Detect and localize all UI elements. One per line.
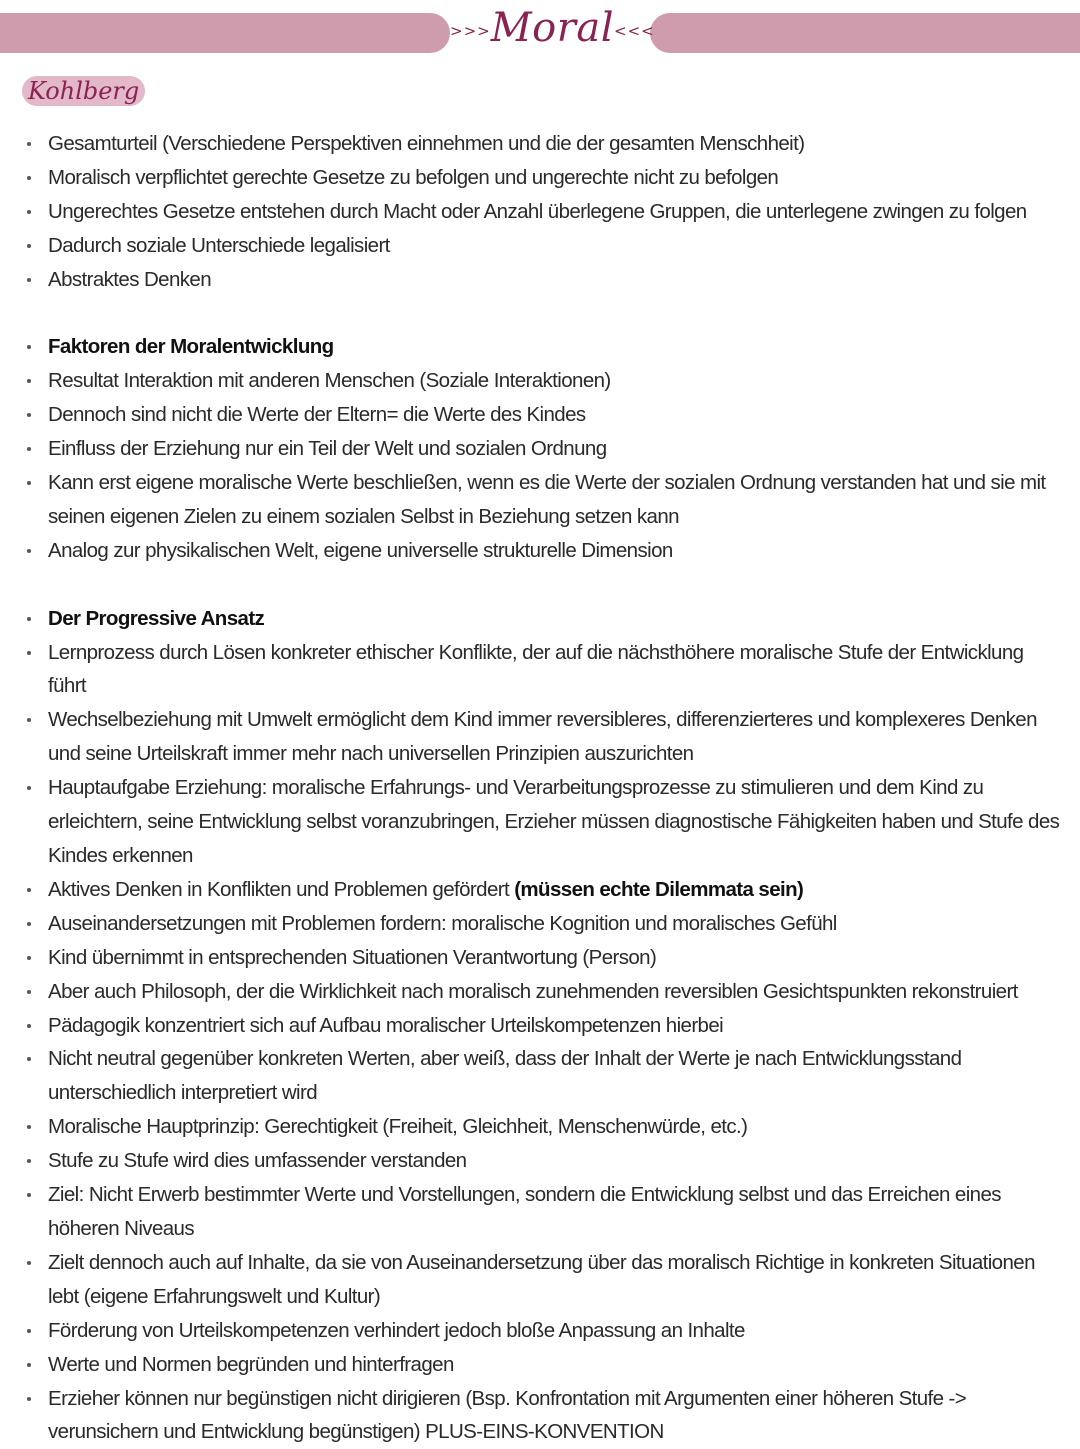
section-heading-faktoren: Faktoren der Moralentwicklung [20, 330, 1060, 364]
list-item: Aber auch Philosoph, der die Wirklichkeit nach moralisch zunehmenden reversiblen Gesichtspunkten rekonstruiert [20, 975, 1060, 1009]
list-item: Zielt dennoch auch auf Inhalte, da sie von Auseinandersetzung über das moralisch Richtige in konkreten Situationen lebt (eigene Erfahrungswelt und Kultur) [20, 1246, 1060, 1314]
page-title [450, 0, 650, 60]
block-faktoren-list [20, 330, 1060, 567]
list-item: Abstraktes Denken [20, 263, 1060, 297]
list-item: Analog zur physikalischen Welt, eigene universelle strukturelle Dimension [20, 534, 1060, 568]
list-item: Auseinandersetzungen mit Problemen fordern: moralische Kognition und moralisches Gefühl [20, 907, 1060, 941]
list-item: Einfluss der Erziehung nur ein Teil der Welt und sozialen Ordnung [20, 432, 1060, 466]
banner-bar-left [0, 13, 450, 53]
title-chevrons-left: >>> [450, 22, 491, 40]
list-item: Moralisch verpflichtet gerechte Gesetze zu befolgen und ungerechte nicht zu befolgen [20, 161, 1060, 195]
list-item: Werte und Normen begründen und hinterfragen [20, 1348, 1060, 1382]
list-item: Moralische Hauptprinzip: Gerechtigkeit (Freiheit, Gleichheit, Menschenwürde, etc.) [20, 1110, 1060, 1144]
list-item-emphasis: (müssen echte Dilemmata sein) [514, 878, 803, 901]
list-item: Lernprozess durch Lösen konkreter ethischer Konflikte, der auf die nächsthöhere moralische Stufe der Entwicklung führt [20, 636, 1060, 704]
list-item: Dennoch sind nicht die Werte der Eltern= die Werte des Kindes [20, 398, 1060, 432]
notes-content [20, 127, 1060, 1449]
list-item: Ziel: Nicht Erwerb bestimmter Werte und Vorstellungen, sondern die Entwicklung selbst und das Erreichen eines höheren Niveaus [20, 1178, 1060, 1246]
title-text: Moral [491, 5, 614, 51]
list-item: Erzieher können nur begünstigen nicht dirigieren (Bsp. Konfrontation mit Argumenten einer höheren Stufe -> verunsichern und Entwicklung begünstigen) PLUS-EINS-KONVENTION [20, 1382, 1060, 1449]
list-item: Nicht neutral gegenüber konkreten Werten, aber weiß, dass der Inhalt der Werte je nach Entwicklungsstand unterschiedlich interpretiert wird [20, 1042, 1060, 1110]
list-item: Resultat Interaktion mit anderen Menschen (Soziale Interaktionen) [20, 364, 1060, 398]
spacer [20, 297, 1060, 331]
block-progressiv-list [20, 602, 1060, 1449]
spacer [20, 568, 1060, 602]
title-chevrons-right: <<< [614, 22, 655, 40]
list-item: Ungerechtes Gesetze entstehen durch Macht oder Anzahl überlegene Gruppen, die unterlegene zwingen zu folgen [20, 195, 1060, 229]
list-item: Wechselbeziehung mit Umwelt ermöglicht dem Kind immer reversibleres, differenzierteres und komplexeres Denken und seine Urteilskraft immer mehr nach universellen Prinzipien auszurichten [20, 703, 1060, 771]
section-tag-kohlberg: Kohlberg [22, 76, 145, 106]
list-item-text: Aktives Denken in Konflikten und Problemen gefördert [48, 878, 514, 901]
block-kohlberg-list [20, 127, 1060, 297]
header-banner [0, 0, 1080, 70]
banner-bar-right [650, 13, 1080, 53]
list-item [20, 873, 1060, 907]
list-item: Gesamturteil (Verschiedene Perspektiven einnehmen und die der gesamten Menschheit) [20, 127, 1060, 161]
list-item: Hauptaufgabe Erziehung: moralische Erfahrungs- und Verarbeitungsprozesse zu stimulieren und dem Kind zu erleichtern, seine Entwicklung selbst voranzubringen, Erzieher müssen diagnostische Fähigkeiten haben und Stufe des Kindes erkennen [20, 771, 1060, 873]
list-item: Kann erst eigene moralische Werte beschließen, wenn es die Werte der sozialen Ordnung verstanden hat und sie mit seinen eigenen Zielen zu einem sozialen Selbst in Beziehung setzen kann [20, 466, 1060, 534]
list-item: Stufe zu Stufe wird dies umfassender verstanden [20, 1144, 1060, 1178]
list-item: Förderung von Urteilskompetenzen verhindert jedoch bloße Anpassung an Inhalte [20, 1314, 1060, 1348]
section-heading-progressiv: Der Progressive Ansatz [20, 602, 1060, 636]
list-item: Dadurch soziale Unterschiede legalisiert [20, 229, 1060, 263]
list-item: Pädagogik konzentriert sich auf Aufbau moralischer Urteilskompetenzen hierbei [20, 1009, 1060, 1043]
list-item: Kind übernimmt in entsprechenden Situationen Verantwortung (Person) [20, 941, 1060, 975]
